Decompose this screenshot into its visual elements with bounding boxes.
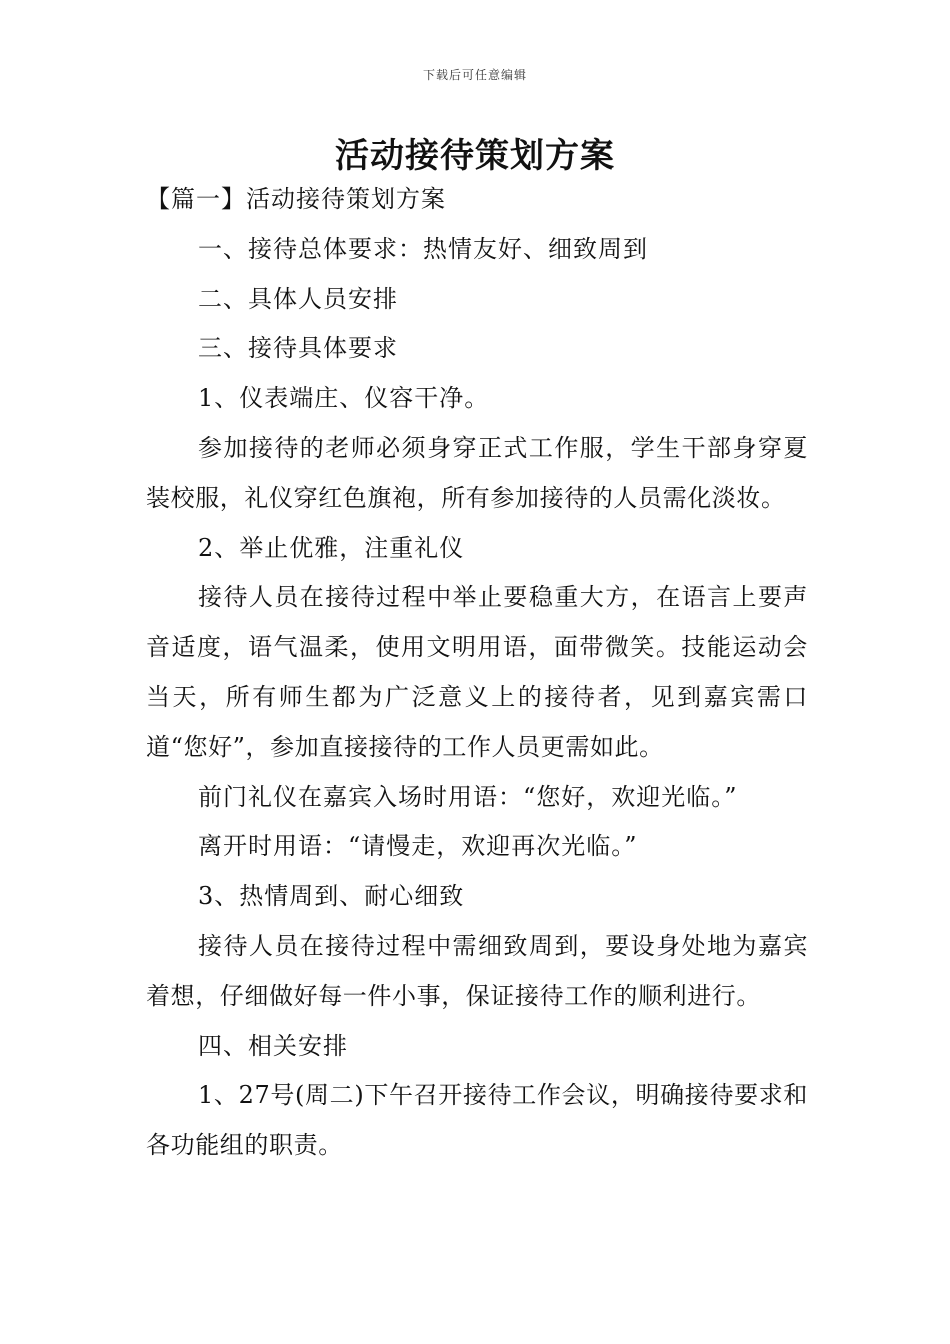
paragraph: 接待人员在接待过程中需细致周到，要设身处地为嘉宾着想，仔细做好每一件小事，保证接待工作的顺利进行。 — [146, 931, 808, 1010]
paragraph: 1、仪表端庄、仪容干净。 — [198, 384, 490, 413]
paragraph: 前门礼仪在嘉宾入场时用语：“您好，欢迎光临。” — [198, 782, 738, 811]
paragraph: 离开时用语：“请慢走，欢迎再次光临。” — [198, 832, 638, 861]
section-heading: 【篇一】活动接待策划方案 — [146, 185, 446, 213]
header-note: 下载后可任意编辑 — [422, 68, 527, 82]
paragraph: 三、接待具体要求 — [198, 334, 398, 363]
paragraph: 3、热情周到、耐心细致 — [198, 882, 465, 911]
document-title: 活动接待策划方案 — [335, 136, 615, 176]
document-body — [146, 175, 808, 1171]
paragraph: 四、相关安排 — [198, 1031, 348, 1060]
paragraph: 一、接待总体要求：热情友好、细致周到 — [198, 234, 648, 263]
paragraph: 参加接待的老师必须身穿正式工作服，学生干部身穿夏装校服，礼仪穿红色旗袍，所有参加接待的人员需化淡妆。 — [146, 433, 808, 512]
paragraph: 2、举止优雅，注重礼仪 — [198, 533, 465, 562]
paragraph: 1、27号(周二)下午召开接待工作会议，明确接待要求和各功能组的职责。 — [146, 1081, 808, 1160]
paragraph: 二、具体人员安排 — [198, 284, 398, 313]
paragraph: 接待人员在接待过程中举止要稳重大方，在语言上要声音适度，语气温柔，使用文明用语，面带微笑。技能运动会当天，所有师生都为广泛意义上的接待者，见到嘉宾需口道“您好”，参加直接接待的工作人员更需如此。 — [146, 583, 808, 761]
